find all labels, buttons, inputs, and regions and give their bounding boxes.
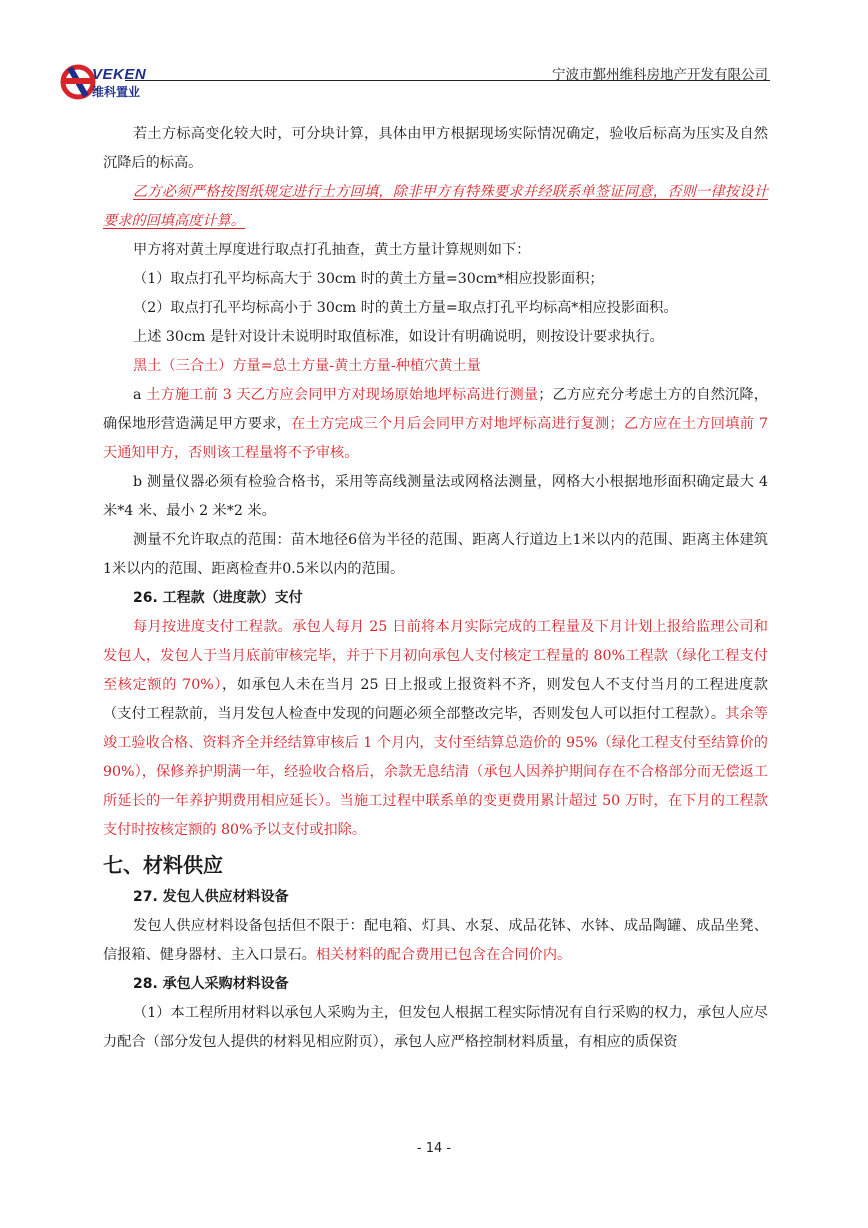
paragraph: b 测量仪器必须有检验合格书，采用等高线测量法或网格法测量，网格大小根据地形面积确定最大 4 米*4 米、最小 2 米*2 米。 bbox=[103, 474, 768, 519]
text-run-red: 其余等竣工验收合格、资料齐全并经结算审核后 1 个月内，支付至结算总造价的 95%（绿化工程支付至结算价的 90%），保修养护期满一年，经验收合格后，余款无息结清（承包人因养护期间存在不合格部分而无偿返工所延长的一年养护期费用相应延长）。当施工过程中联系单的变更费用累计超过 50 万时，在下月的工程款支付时按核定额的 80%予以支付或扣除。 bbox=[103, 706, 768, 838]
text-run: 发包人供应材料设备包括但不限于：配电箱、灯具、水泵、成品花钵、水钵、成品陶罐、成品坐凳、信报箱、健身器材、主入口景石。 bbox=[103, 918, 768, 963]
logo-text-cn: 维科置业 bbox=[92, 85, 141, 99]
paragraph: 测量不允许取点的范围：苗木地径6倍为半径的范围、距离人行道边上1米以内的范围、距离主体建筑1米以内的范围、距离检查井0.5米以内的范围。 bbox=[103, 532, 768, 577]
paragraph bbox=[103, 613, 768, 845]
text-run-red: 在土方完成三个月后会同甲方对地坪标高进行复测；乙方应在土方回填前 7 天通知甲方，否则该工程量将不予审核。 bbox=[103, 416, 768, 461]
paragraph: 甲方将对黄土厚度进行取点打孔抽查，黄土方量计算规则如下： bbox=[133, 242, 531, 258]
paragraph bbox=[103, 912, 768, 970]
paragraph: 若土方标高变化较大时，可分块计算，具体由甲方根据现场实际情况确定，验收后标高为压实及自然沉降后的标高。 bbox=[103, 126, 768, 171]
page-header bbox=[0, 0, 868, 110]
text-run-red: 每月按进度支付工程款。承包人每月 25 日前将本月实际完成的工程量及下月计划上报给监理公司和发包人，发包人于当月底前审核完毕，并于下月初向承包人支付核定工程量的 80%工程款（绿化工程支付至核定额的 70%） bbox=[103, 619, 768, 693]
paragraph: （1）本工程所用材料以承包人采购为主，但发包人根据工程实际情况有自行采购的权力，承包人应尽力配合（部分发包人提供的材料见相应附页），承包人应严格控制材料质量，有相应的质保资 bbox=[103, 1005, 768, 1050]
list-item: （2）取点打孔平均标高小于 30cm 时的黄土方量=取点打孔平均标高*相应投影面积。 bbox=[133, 300, 678, 316]
page-number: - 14 - bbox=[416, 1141, 452, 1156]
list-item: （1）取点打孔平均标高大于 30cm 时的黄土方量=30cm*相应投影面积； bbox=[133, 271, 604, 287]
paragraph-emphasis: 乙方必须严格按图纸规定进行土方回填，除非甲方有特殊要求并经联系单签证同意，否则一律按设计要求的回填高度计算。 bbox=[103, 184, 768, 229]
text-run-red: 土方施工前 3 天乙方应会同甲方对现场原始地坪标高进行测量 bbox=[146, 387, 539, 403]
section-heading-26: 26. 工程款（进度款）支付 bbox=[133, 590, 303, 606]
text-run: ，如承包人未在当月 25 日上报或上报资料不齐，则发包人不支付当月的工程进度款（支付工程款前，当月发包人检查中发现的问题必须全部整改完毕，否则发包人可以拒付工程款）。 bbox=[103, 677, 768, 722]
text-run: ；乙方应充分考虑土方的自然沉降，确保地形营造满足甲方要求， bbox=[103, 387, 768, 432]
paragraph: 上述 30cm 是针对设计未说明时取值标准，如设计有明确说明，则按设计要求执行。 bbox=[133, 329, 664, 345]
text-run: a bbox=[133, 387, 147, 403]
document-body bbox=[103, 120, 768, 1057]
text-run-red: 相关材料的配合费用已包含在合同价内。 bbox=[315, 947, 572, 963]
chapter-heading: 七、材料供应 bbox=[103, 853, 223, 877]
section-heading-28: 28. 承包人采购材料设备 bbox=[133, 976, 289, 992]
company-name: 宁波市鄞州维科房地产开发有限公司 bbox=[552, 67, 768, 83]
logo-text-en: VEKEN bbox=[92, 66, 147, 83]
formula-line: 黑土（三合土）方量=总土方量-黄土方量-种植穴黄土量 bbox=[133, 358, 481, 374]
paragraph bbox=[103, 381, 768, 468]
section-heading-27: 27. 发包人供应材料设备 bbox=[133, 889, 289, 905]
header-rule bbox=[125, 80, 770, 81]
